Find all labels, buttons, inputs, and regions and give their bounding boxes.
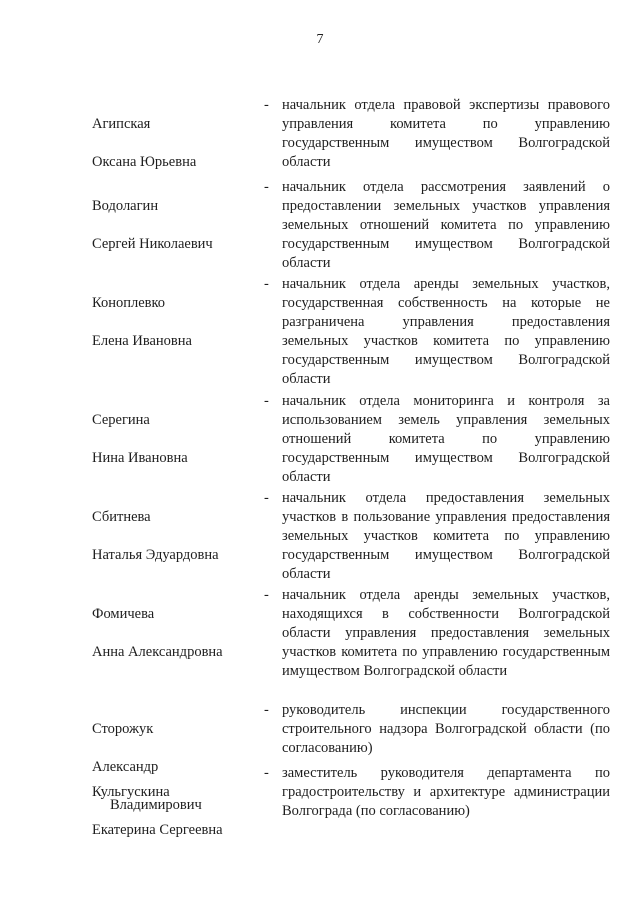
person-name [92,489,260,584]
person-name [92,586,260,681]
person-name [92,275,260,370]
person-surname: Серегина [92,412,150,428]
person-surname: Кульгускина [92,784,170,800]
dash-separator: - [264,393,269,409]
dash-separator: - [264,702,269,718]
person-given-name: Оксана Юрьевна [92,154,197,170]
person-surname: Сбитнева [92,509,151,525]
person-given-name: Елена Ивановна [92,333,192,349]
page-number: 7 [316,32,324,47]
person-name [92,178,260,273]
person-name [92,96,260,191]
dash-separator: - [264,490,269,506]
person-surname: Фомичева [92,606,155,622]
person-name [92,764,260,859]
person-position: начальник отдела рассмотрения заявлений о предоставлении земельных участков управления земельных отношений комитета по управлению государственным имуществом Волгоградской области [282,179,610,271]
person-position: заместитель руководителя департамента по градостроительству и архитектуре администрации Волгограда (по согласованию) [282,765,610,819]
person-position: руководитель инспекции государственного строительного надзора Волгоградской области (по согласованию) [282,702,610,756]
person-position: начальник отдела аренды земельных участков, находящихся в собственности Волгоградской области управления предоставления земельных участков комитета по управлению государственным имуществом Волгоградской области [282,587,610,679]
dash-separator: - [264,179,269,195]
person-surname: Коноплевко [92,295,166,311]
person-position: начальник отдела правовой экспертизы правового управления комитета по управлению государственным имуществом Волгоградской области [282,97,610,170]
person-given-name: Екатерина Сергеевна [92,822,223,838]
person-position: начальник отдела предоставления земельных участков в пользование управления предоставления земельных участков комитета по управлению государственным имуществом Волгоградской области [282,490,610,582]
person-position: начальник отдела мониторинга и контроля за использованием земель управления земельных отношений комитета по управлению государственным имуществом Волгоградской области [282,393,610,485]
person-name [92,392,260,487]
dash-separator: - [264,765,269,781]
person-given-name: Александр [92,759,159,775]
person-given-name: Анна Александровна [92,644,223,660]
person-given-name: Сергей Николаевич [92,236,213,252]
person-given-name: Наталья Эдуардовна [92,547,219,563]
dash-separator: - [264,97,269,113]
person-patronymic: Владимирович [110,797,202,813]
person-position: начальник отдела аренды земельных участков, государственная собственность на которые не разграничена управления предоставления земельных участков комитета по управлению государственным имуществом Волгоградской области [282,276,610,387]
dash-separator: - [264,276,269,292]
person-given-name: Нина Ивановна [92,450,188,466]
person-surname: Сторожук [92,721,154,737]
person-surname: Агипская [92,116,151,132]
dash-separator: - [264,587,269,603]
person-surname: Водолагин [92,198,159,214]
